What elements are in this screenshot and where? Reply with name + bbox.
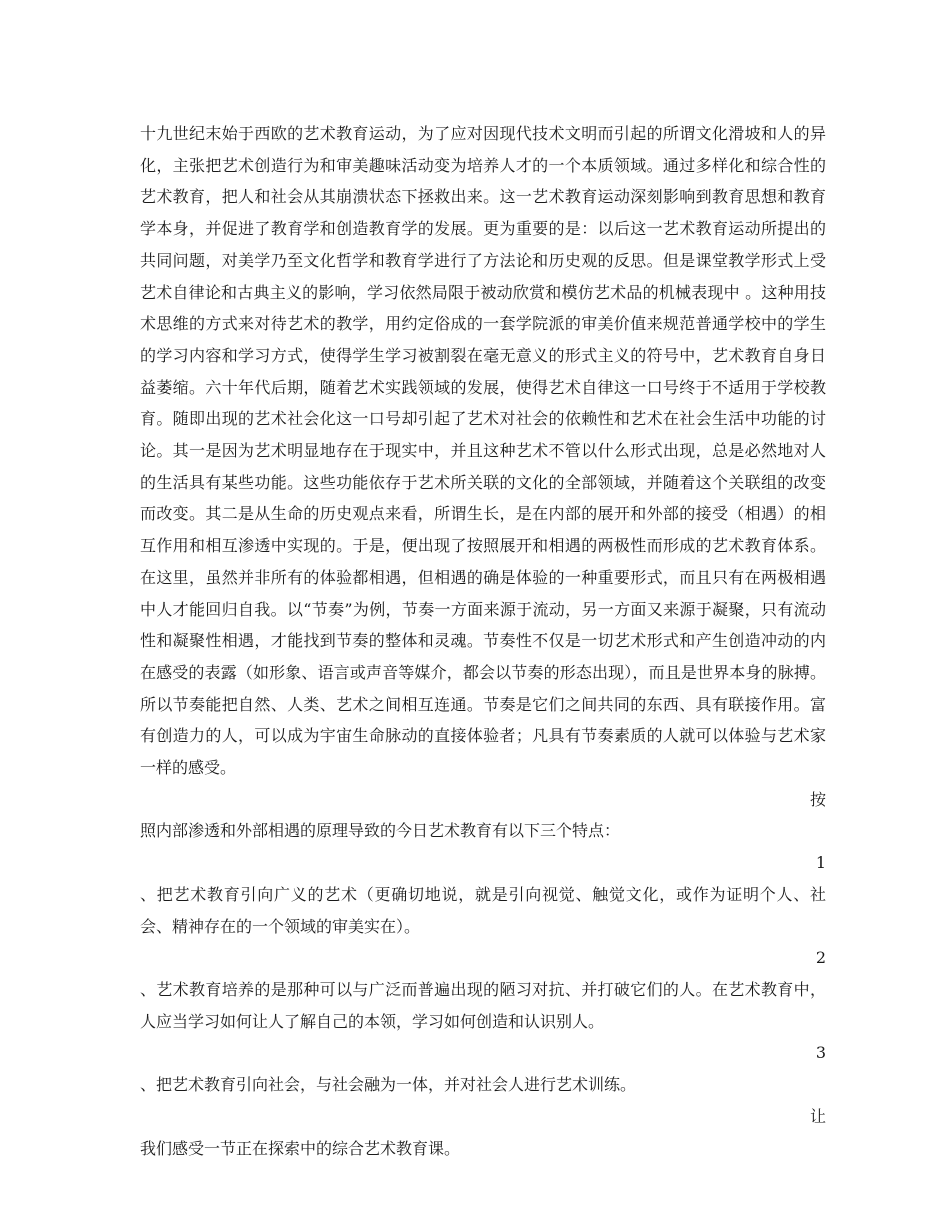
item-text: 、艺术教育培养的是那种可以与广泛而普遍出现的陋习对抗、并打破它们的人。在艺术教育中，人应当学习如何让人了解自己的本领，学习如何创造和认识别人。	[140, 979, 826, 1031]
item-number: 3	[815, 1043, 826, 1063]
outro-paragraph: 我们感受一节正在探索中的综合艺术教育课。	[140, 1138, 461, 1158]
list-item	[140, 1037, 826, 1100]
outro-lead-char: 让	[809, 1106, 826, 1126]
list-item	[140, 847, 826, 942]
main-paragraph: 十九世纪末始于西欧的艺术教育运动，为了应对因现代技术文明而引起的所谓文化滑坡和人的异化，主张把艺术创造行为和审美趣味活动变为培养人才的一个本质领域。通过多样化和综合性的艺术教育，把人和社会从其崩溃状态下拯救出来。这一艺术教育运动深刻影响到教育思想和教育学本身，并促进了教育学和创造教育学的发展。更为重要的是：以后这一艺术教育运动所提出的共同问题，对美学乃至文化哲学和教育学进行了方法论和历史观的反思。但是课堂教学形式上受艺术自律论和古典主义的影响，学习依然局限于被动欣赏和模仿艺术品的机械表现中 。这种用技术思维的方式来对待艺术的教学，用约定俗成的一套学院派的审美价值来规范普通学校中的学生的学习内容和学习方式，使得学生学习被割裂在毫无意义的形式主义的符号中，艺术教育自身日益萎缩。六十年代后期，随着艺术实践领域的发展，使得艺术自律这一口号终于不适用于学校教育。随即出现的艺术社会化这一口号却引起了艺术对社会的依赖性和艺术在社会生活中功能的讨论。其一是因为艺术明显地存在于现实中，并且这种艺术不管以什么形式出现，总是必然地对人的生活具有某些功能。这些功能依存于艺术所关联的文化的全部领域，并随着这个关联组的改变而改变。其二是从生命的历史观点来看，所谓生长，是在内部的展开和外部的接受（相遇）的相互作用和相互渗透中实现的。于是，便出现了按照展开和相遇的两极性而形成的艺术教育体系。在这里，虽然并非所有的体验都相遇，但相遇的确是体验的一种重要形式，而且只有在两极相遇中人才能回归自我。以“节奏”为例，节奏一方面来源于流动，另一方面又来源于凝聚，只有流动性和凝聚性相遇，才能找到节奏的整体和灵魂。节奏性不仅是一切艺术形式和产生创造冲动的内在感受的表露（如形象、语言或声音等媒介，都会以节奏的形态出现），而且是世界本身的脉搏。所以节奏能把自然、人类、艺术之间相互连通。节奏是它们之间共同的东西、具有联接作用。富有创造力的人，可以成为宇宙生命脉动的直接体验者；凡具有节奏素质的人就可以体验与艺术家一样的感受。	[140, 124, 826, 778]
intro-lead-char: 按	[809, 789, 826, 809]
document-body	[140, 118, 826, 1164]
item-number: 1	[815, 853, 826, 873]
list-item	[140, 942, 826, 1037]
item-number: 2	[815, 948, 826, 968]
intro-paragraph: 照内部渗透和外部相遇的原理导致的今日艺术教育有以下三个特点：	[140, 821, 621, 841]
outro-block	[140, 1101, 826, 1164]
item-text: 、把艺术教育引向社会，与社会融为一体，并对社会人进行艺术训练。	[140, 1075, 637, 1095]
intro-block	[140, 784, 826, 847]
item-text: 、把艺术教育引向广义的艺术（更确切地说，就是引向视觉、触觉文化，或作为证明个人、社会、精神存在的一个领域的审美实在）。	[140, 884, 826, 936]
